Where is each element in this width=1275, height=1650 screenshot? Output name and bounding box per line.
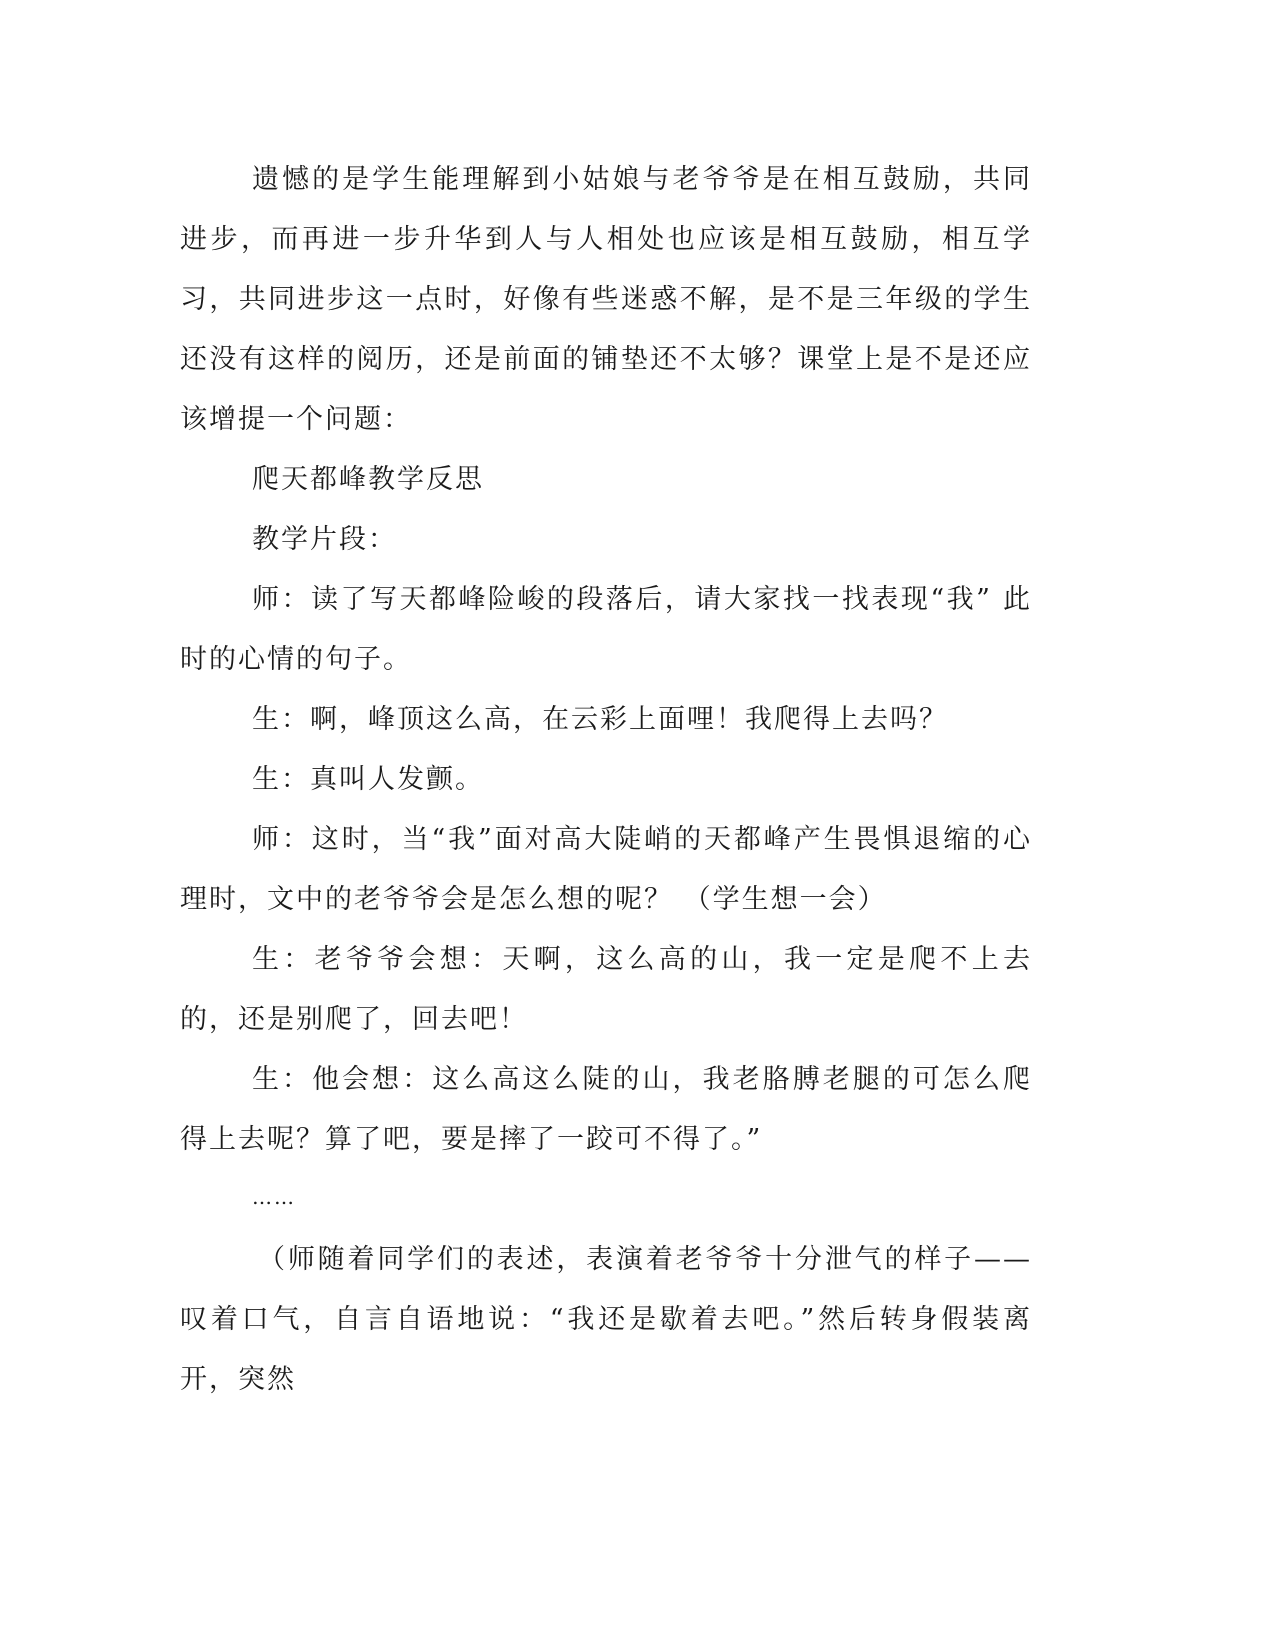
dialogue-teacher-1: 师：读了写天都峰险峻的段落后，请大家找一找表现“我” 此时的心情的句子。	[180, 584, 1032, 675]
dialogue-student-4: 生：他会想：这么高这么陡的山，我老胳膊老腿的可怎么爬得上去呢？算了吧，要是摔了一跤可不得了。”	[180, 1064, 1032, 1155]
section-subtitle: 教学片段：	[252, 524, 397, 555]
dialogue-student-3: 生：老爷爷会想：天啊，这么高的山，我一定是爬不上去的，还是别爬了，回去吧！	[180, 944, 1032, 1035]
paragraph-reflection: 遗憾的是学生能理解到小姑娘与老爷爷是在相互鼓励，共同进步，而再进一步升华到人与人相处也应该是相互鼓励，相互学习，共同进步这一点时，好像有些迷惑不解，是不是三年级的学生还没有这样的阅历，还是前面的铺垫还不太够？课堂上是不是还应该增提一个问题：	[180, 164, 1032, 435]
dialogue-teacher-2: 师：这时，当“我”面对高大陡峭的天都峰产生畏惧退缩的心理时，文中的老爷爷会是怎么想的呢？ （学生想一会）	[180, 824, 1032, 915]
ellipsis: ……	[252, 1185, 296, 1209]
stage-direction: （师随着同学们的表述，表演着老爷爷十分泄气的样子——叹着口气，自言自语地说：“我还是歇着去吧。”然后转身假装离开，突然	[180, 1244, 1032, 1395]
section-title: 爬天都峰教学反思	[252, 464, 484, 495]
document-body	[180, 150, 1032, 1410]
dialogue-student-1: 生：啊，峰顶这么高，在云彩上面哩！我爬得上去吗？	[252, 704, 948, 735]
dialogue-student-2: 生：真叫人发颤。	[252, 764, 484, 795]
